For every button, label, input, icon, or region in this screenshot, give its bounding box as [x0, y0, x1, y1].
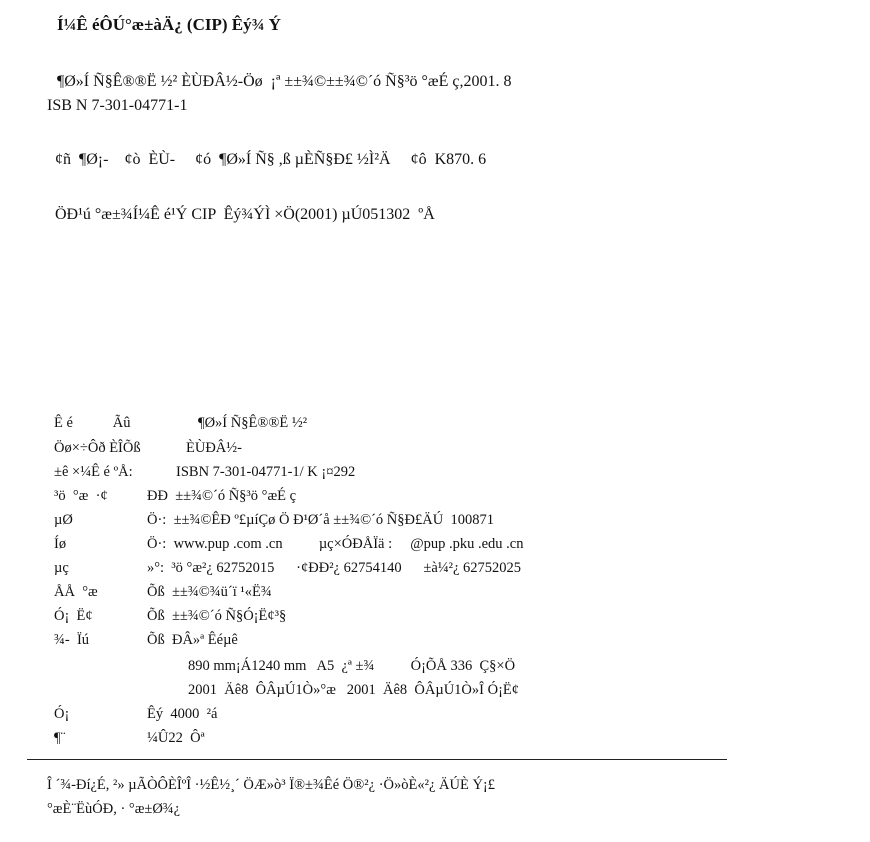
- copyright-note: °æÈ¨ËùÓÐ, · °æ±Ø¾¿: [47, 801, 181, 817]
- record-value: Ö·: www.pup .com .cn µç×ÓÐÅÏä : @pup .pku .edu .cn: [147, 536, 524, 552]
- record-label: ¾- Ïú: [54, 632, 90, 648]
- record-label: Ó¡ Ë¢: [54, 608, 93, 624]
- record-label: µØ: [54, 512, 73, 528]
- record-value: Êý 4000 ²á: [147, 706, 218, 722]
- record-value: 2001 Äê8 ÔÂµÚ1Ò»°æ 2001 Äê8 ÔÂµÚ1Ò»Î Ó¡Ë¢: [188, 682, 520, 698]
- record-value: 890 mm¡Á1240 mm A5 ¿ª ±¾ Ó¡ÕÅ 336 Ç§×Ö: [188, 658, 516, 674]
- record-value: Õß ±±¾©´ó Ñ§Ó¡Ë¢³§: [147, 608, 287, 624]
- cip-bibliographic-line: ¶Ø»Í Ñ§Ê®®Ë ½² ÈÙÐÂ½-Öø ¡ª ±±¾©±±¾©´ó Ñ§³ö °æÉ ç,2001. 8: [57, 73, 512, 90]
- record-label: ³ö °æ ·¢: [54, 488, 108, 504]
- record-label: ±ê ×¼Ê é ºÅ:: [54, 464, 133, 480]
- record-value: ÐÐ ±±¾©´ó Ñ§³ö °æÉ ç: [147, 488, 297, 504]
- record-value: Õß ÐÂ»ª Êéµê: [147, 632, 238, 648]
- cip-record-number-line: ÖÐ¹ú °æ±¾Í¼Ê é¹Ý CIP Êý¾ÝÌ ×Ö(2001) µÚ051302 ºÅ: [55, 206, 435, 223]
- record-value: ¶Ø»Í Ñ§Ê®®Ë ½²: [198, 415, 308, 431]
- record-value: ISBN 7-301-04771-1/ K ¡¤292: [176, 464, 356, 480]
- cip-isbn-line: ISB N 7-301-04771-1: [47, 97, 188, 114]
- copyright-note: Î ´¾-Ðí¿É, ²» µÃÒÔÈÎºÎ ·½Ê½¸´ ÖÆ»ò³ Ï®±¾Êé Ö®²¿ ·Ö»òÈ«²¿ ÄÚÈ Ý¡£: [47, 777, 495, 793]
- cip-title: Í¼Ê éÔÚ°æ±àÄ¿ (CIP) Êý¾ Ý: [57, 15, 281, 34]
- record-label: Öø×÷Ôð ÈÎÕß: [54, 440, 141, 456]
- record-value: ¼Û22 Ôª: [147, 730, 205, 746]
- record-value: Ö·: ±±¾©ÊÐ º£µíÇø Ö Ð¹Ø´å ±±¾©´ó Ñ§Ð£ÄÚ 100871: [147, 512, 494, 528]
- record-label: Íø: [54, 536, 67, 552]
- record-value: ÈÙÐÂ½-: [186, 440, 242, 456]
- record-label: Ó¡: [54, 706, 70, 722]
- record-value: »°: ³ö °æ²¿ 62752015 ·¢ÐÐ²¿ 62754140 ±à¼²¿ 62752025: [147, 560, 522, 576]
- record-label: Ê é Ãû: [54, 415, 131, 431]
- record-label: ¶¨: [54, 730, 66, 746]
- section-divider: [27, 759, 727, 760]
- record-value: Õß ±±¾©¾ü´ï ¹«Ë¾: [147, 584, 272, 600]
- record-label: µç: [54, 560, 69, 576]
- record-label: ÅÅ °æ: [54, 584, 98, 600]
- cip-classification-line: ¢ñ ¶Ø¡- ¢ò ÈÙ- ¢ó ¶Ø»Í Ñ§ ,ß µÈÑ§Ð£ ½Ì²Ä ¢ô K870. 6: [55, 151, 487, 168]
